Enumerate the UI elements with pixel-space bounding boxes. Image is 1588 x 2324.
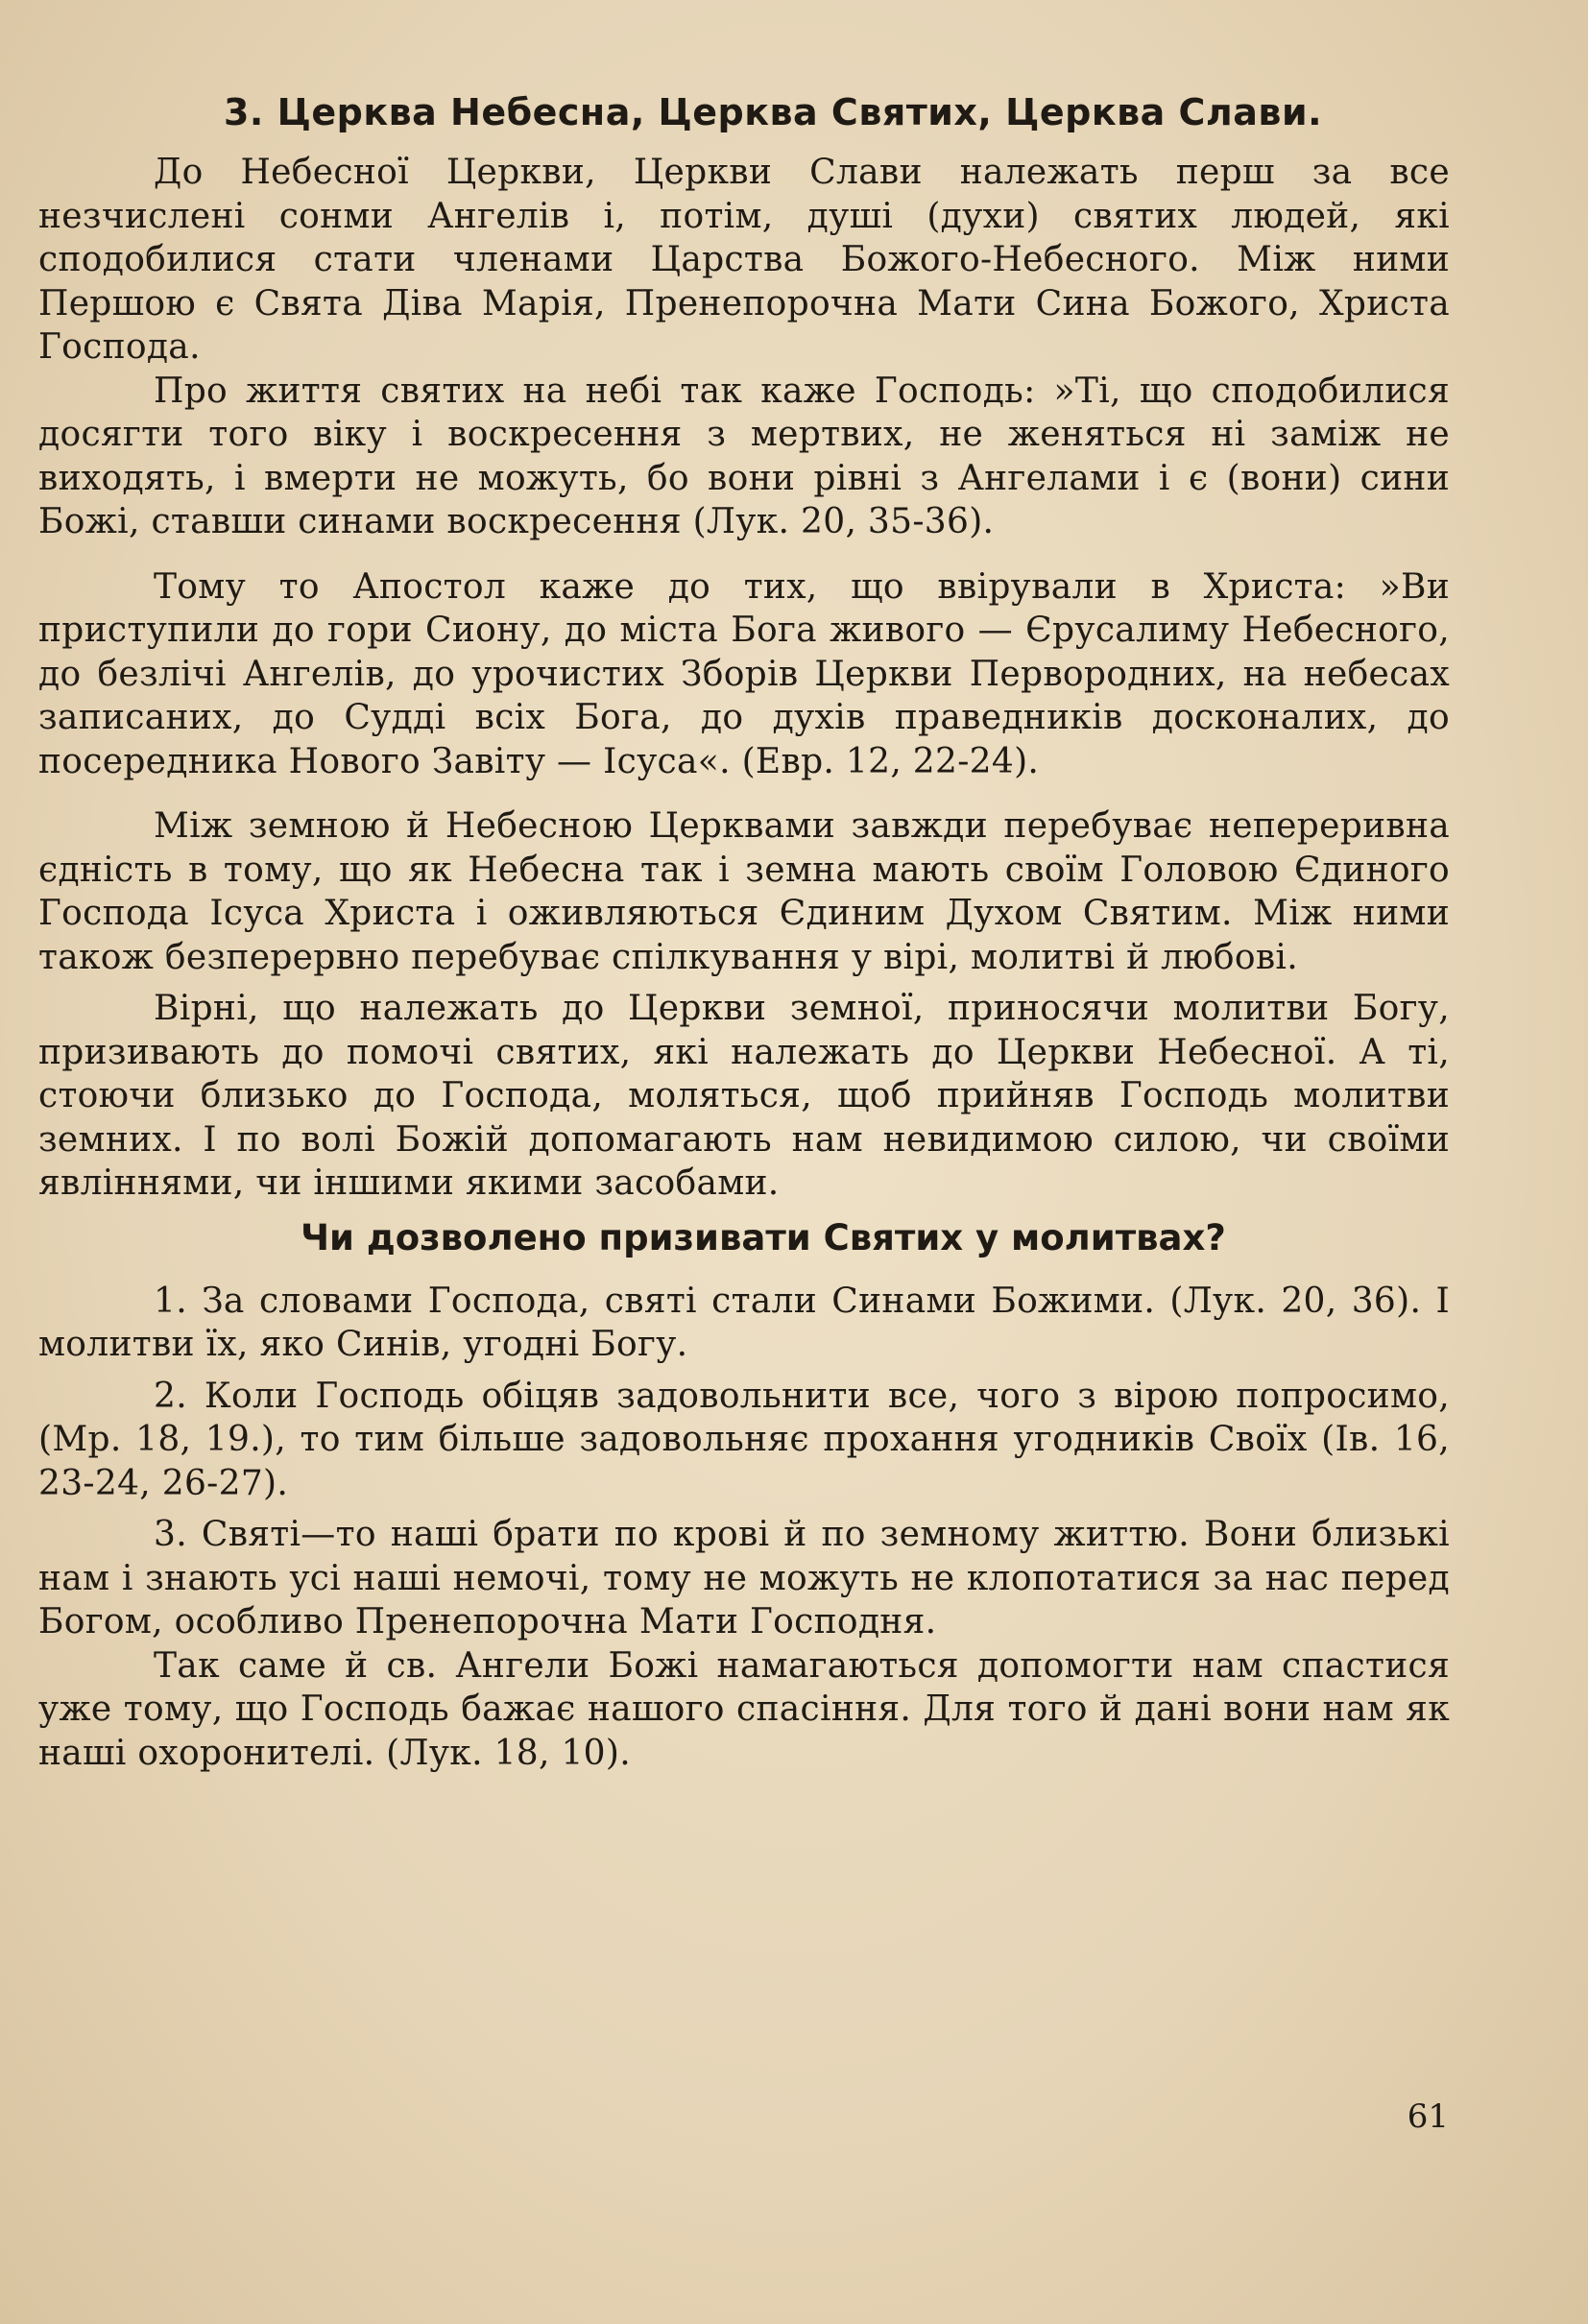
paragraph-life-of-saints: Про життя святих на небі так каже Господь: »Ті, що сподобилися досягти того віку і воскресення з мертвих, не женяться ні заміж не виходять, і вмерти не можуть, бо вони рівні з Ангелами і є (вони) сини Божі, ставши синами воскресення (Лук. 20, 35-36).	[38, 371, 1450, 541]
paragraph-apostle: Тому то Апостол каже до тих, що ввірували в Христа: »Ви приступили до гори Сиону, до міста Бога живого — Єрусалиму Небесного, до безлічі Ангелів, до урочистих Зборів Церкви Первородних, на небесах записаних, до Судді всіх Бога, до духів праведників досконалих, до посередника Нового Завіту — Ісуса«. (Евр. 12, 22-24).	[38, 566, 1450, 781]
paragraph-angels: Так саме й св. Ангели Божі намагаються допомогти нам спастися уже тому, що Господь бажає нашого спасіння. Для того й дані вони нам як наші охоронителі. (Лук. 18, 10).	[38, 1645, 1450, 1773]
question-title: Чи дозволено призивати Святих у молитвах?	[301, 1216, 1226, 1258]
paragraph-point-1: 1. За словами Господа, святі стали Синами Божими. (Лук. 20, 36). І молитви їх, яко Синів, угодні Богу.	[38, 1281, 1450, 1364]
paragraph-point-2: 2. Коли Господь обіцяв задовольнити все, чого з вірою попросимо, (Мр. 18, 19.), то тим більше задовольняє прохання угодників Своїх (Ів. 16, 23-24, 26-27).	[38, 1376, 1450, 1503]
page-number: 61	[1407, 2097, 1449, 2136]
paragraph-unity: Між земною й Небесною Церквами завжди перебуває непереривна єдність в тому, що як Небесна так і земна мають своїм Головою Єдиного Господа Ісуса Христа і оживляються Єдиним Духом Святим. Між ними також безперервно перебуває спілкування у вірі, молитві й любові.	[38, 806, 1450, 977]
paragraph-heavenly-church: До Небесної Церкви, Церкви Слави належать перш за все незчислені сонми Ангелів і, потім, душі (духи) святих людей, які сподобилися стати членами Царства Божого-Небесного. Між ними Першою є Свята Діва Марія, Пренепорочна Мати Сина Божого, Христа Господа.	[38, 153, 1450, 367]
paragraph-faithful: Вірні, що належать до Церкви земної, приносячи молитви Богу, призивають до помочі святих, які належать до Церкви Небесної. А ті, стоючи близько до Господа, моляться, щоб прийняв Господь молитви земних. І по волі Божій допомагають нам невидимою силою, чи своїми явліннями, чи іншими якими засобами.	[38, 989, 1450, 1203]
paragraph-point-3: 3. Святі—то наші брати по крові й по земному життю. Вони близькі нам і знають усі наші немочі, тому не можуть не клопотатися за нас перед Богом, особливо Пренепорочна Мати Господня.	[38, 1515, 1450, 1641]
section-title: 3. Церква Небесна, Церква Святих, Церква Слави.	[223, 91, 1323, 133]
page-content	[38, 91, 1450, 1775]
